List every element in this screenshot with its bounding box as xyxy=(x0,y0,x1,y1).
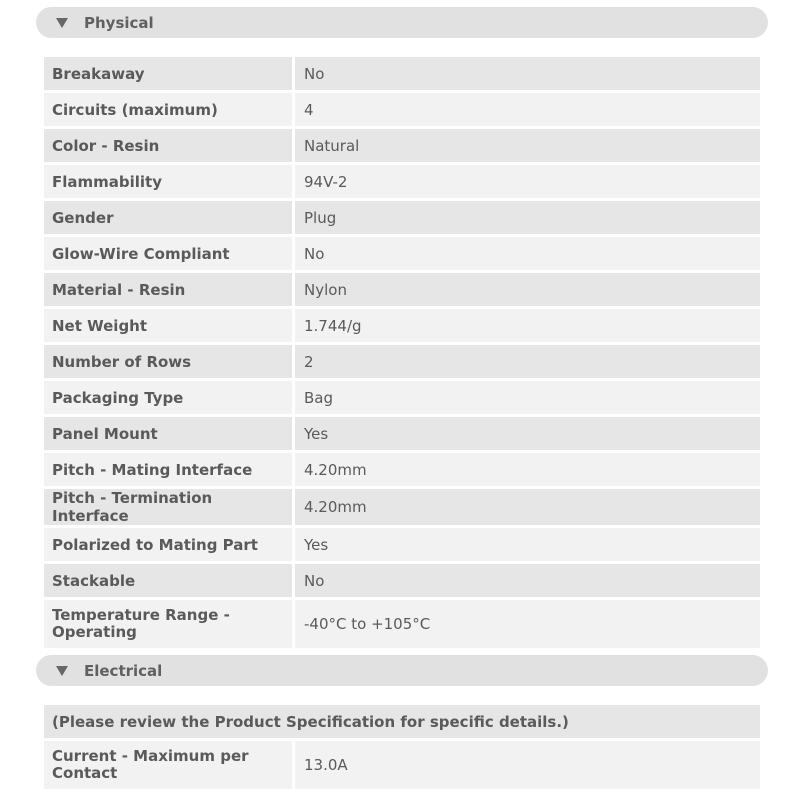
physical-section-title: Physical xyxy=(84,13,154,32)
physical-spec-table xyxy=(44,57,760,651)
spec-value: 94V-2 xyxy=(295,165,760,201)
collapse-triangle-icon[interactable] xyxy=(56,18,68,28)
table-row xyxy=(44,453,760,489)
table-row xyxy=(44,741,760,792)
spec-value: Plug xyxy=(295,201,760,237)
spec-label: Temperature Range - Operating xyxy=(44,600,295,651)
spec-label: Polarized to Mating Part xyxy=(44,528,295,564)
spec-label: Packaging Type xyxy=(44,381,295,417)
table-row xyxy=(44,345,760,381)
table-row xyxy=(44,600,760,651)
spec-value: Yes xyxy=(295,417,760,453)
table-row xyxy=(44,705,760,741)
spec-label: Net Weight xyxy=(44,309,295,345)
table-row xyxy=(44,528,760,564)
table-row xyxy=(44,417,760,453)
spec-label: Pitch - Termination Interface xyxy=(44,489,295,528)
spec-value: No xyxy=(295,564,760,600)
spec-value: Nylon xyxy=(295,273,760,309)
spec-value: 4.20mm xyxy=(295,453,760,489)
spec-value: -40°C to +105°C xyxy=(295,600,760,651)
table-row xyxy=(44,273,760,309)
electrical-section-header[interactable] xyxy=(36,655,768,686)
table-row xyxy=(44,129,760,165)
spec-label: Panel Mount xyxy=(44,417,295,453)
spec-value: Yes xyxy=(295,528,760,564)
spec-label: Glow-Wire Compliant xyxy=(44,237,295,273)
spec-label: Color - Resin xyxy=(44,129,295,165)
collapse-triangle-icon[interactable] xyxy=(56,666,68,676)
spec-value: 13.0A xyxy=(295,741,760,792)
spec-label: Flammability xyxy=(44,165,295,201)
spec-label: Material - Resin xyxy=(44,273,295,309)
table-row xyxy=(44,564,760,600)
spec-label: Breakaway xyxy=(44,57,295,93)
table-row xyxy=(44,201,760,237)
table-row xyxy=(44,381,760,417)
table-row xyxy=(44,93,760,129)
spec-value: 2 xyxy=(295,345,760,381)
spec-label: Number of Rows xyxy=(44,345,295,381)
electrical-spec-table xyxy=(44,705,760,792)
spec-value: 4 xyxy=(295,93,760,129)
spec-value: No xyxy=(295,237,760,273)
spec-note: (Please review the Product Specification for specific details.) xyxy=(44,705,760,741)
physical-section-header[interactable] xyxy=(36,7,768,38)
spec-label: Pitch - Mating Interface xyxy=(44,453,295,489)
spec-label: Current - Maximum per Contact xyxy=(44,741,295,792)
spec-label: Gender xyxy=(44,201,295,237)
spec-label: Stackable xyxy=(44,564,295,600)
electrical-section-title: Electrical xyxy=(84,661,163,680)
spec-value: 1.744/g xyxy=(295,309,760,345)
table-row xyxy=(44,57,760,93)
table-row xyxy=(44,309,760,345)
spec-value: Bag xyxy=(295,381,760,417)
spec-value: Natural xyxy=(295,129,760,165)
table-row xyxy=(44,237,760,273)
spec-value: 4.20mm xyxy=(295,489,760,528)
spec-label: Circuits (maximum) xyxy=(44,93,295,129)
table-row xyxy=(44,165,760,201)
spec-value: No xyxy=(295,57,760,93)
table-row xyxy=(44,489,760,528)
